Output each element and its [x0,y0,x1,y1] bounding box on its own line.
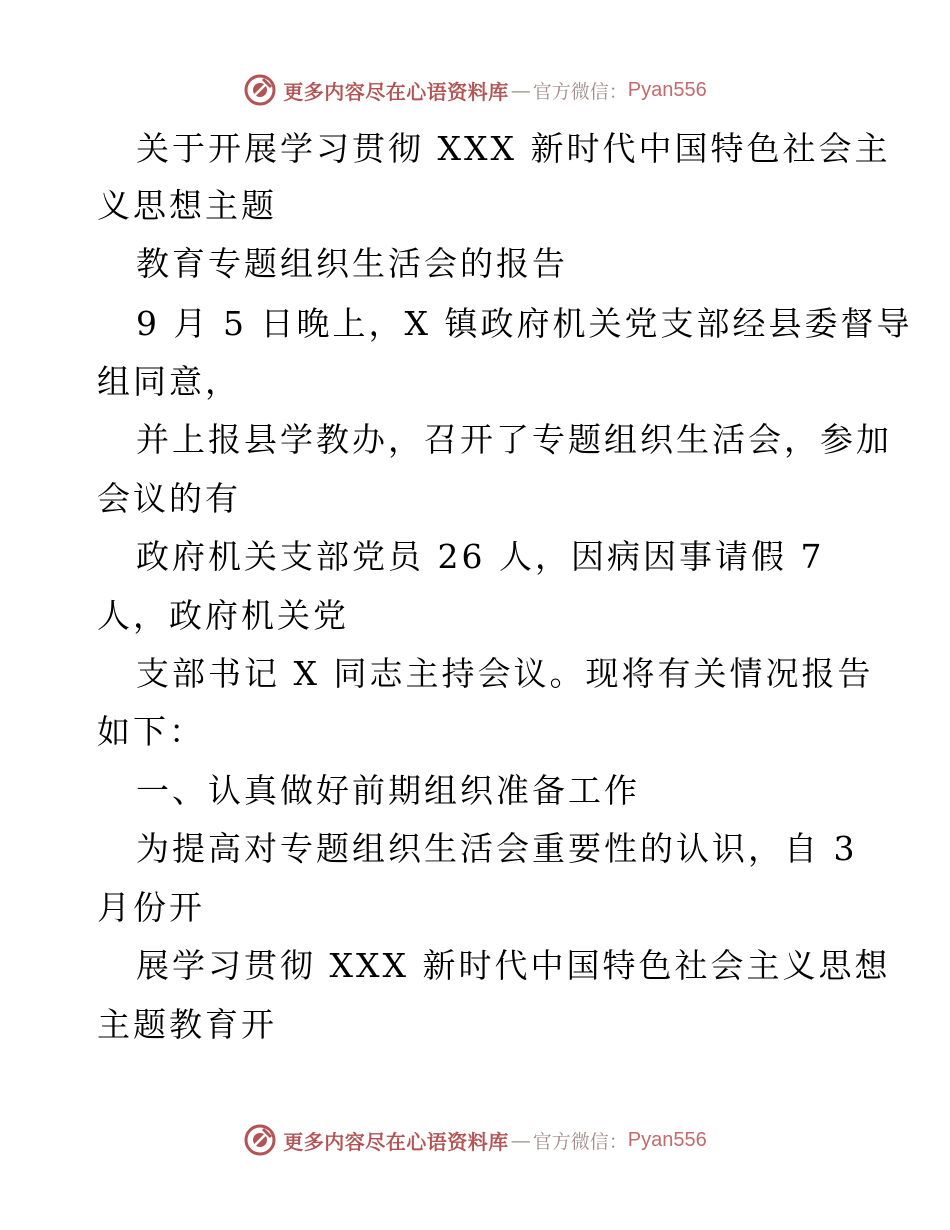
body-line: 义思想主题 [97,186,277,225]
header-banner-wechat-id: Pyan556 [627,78,707,101]
footer-banner-separator: — [510,1128,531,1152]
body-line: 教育专题组织生活会的报告 [136,244,568,283]
header-banner-text: 更多内容尽在心语资料库 [283,79,509,104]
brand-logo-icon [243,1123,277,1157]
body-line: 关于开展学习贯彻 XXX 新时代中国特色社会主 [136,129,891,168]
body-line: 主题教育开 [97,1005,277,1044]
body-line: 组同意， [97,362,241,401]
section-heading: 一、认真做好前期组织准备工作 [136,771,640,810]
body-line: 人，政府机关党 [97,596,349,635]
body-line: 为提高对专题组织生活会重要性的认识，自 3 [136,829,858,868]
body-line: 并上报县学教办，召开了专题组织生活会，参加 [136,420,892,459]
footer-banner-label: 官方微信： [532,1130,628,1153]
body-line: 如下： [97,712,205,751]
body-line: 展学习贯彻 XXX 新时代中国特色社会主义思想 [136,946,891,985]
body-line: 月份开 [97,888,205,927]
body-line: 支部书记 X 同志主持会议。现将有关情况报告 [136,654,874,693]
header-banner-separator: — [510,78,531,102]
body-line: 9 月 5 日晚上，X 镇政府机关党支部经县委督导 [136,304,913,343]
footer-banner-text: 更多内容尽在心语资料库 [283,1129,509,1154]
header-banner-label: 官方微信： [532,80,628,103]
header-banner [0,70,950,110]
body-line: 政府机关支部党员 26 人，因病因事请假 7 [136,537,825,576]
body-line: 会议的有 [97,479,241,518]
footer-banner [0,1120,950,1160]
footer-banner-wechat-id: Pyan556 [627,1128,707,1151]
brand-logo-icon [243,73,277,107]
